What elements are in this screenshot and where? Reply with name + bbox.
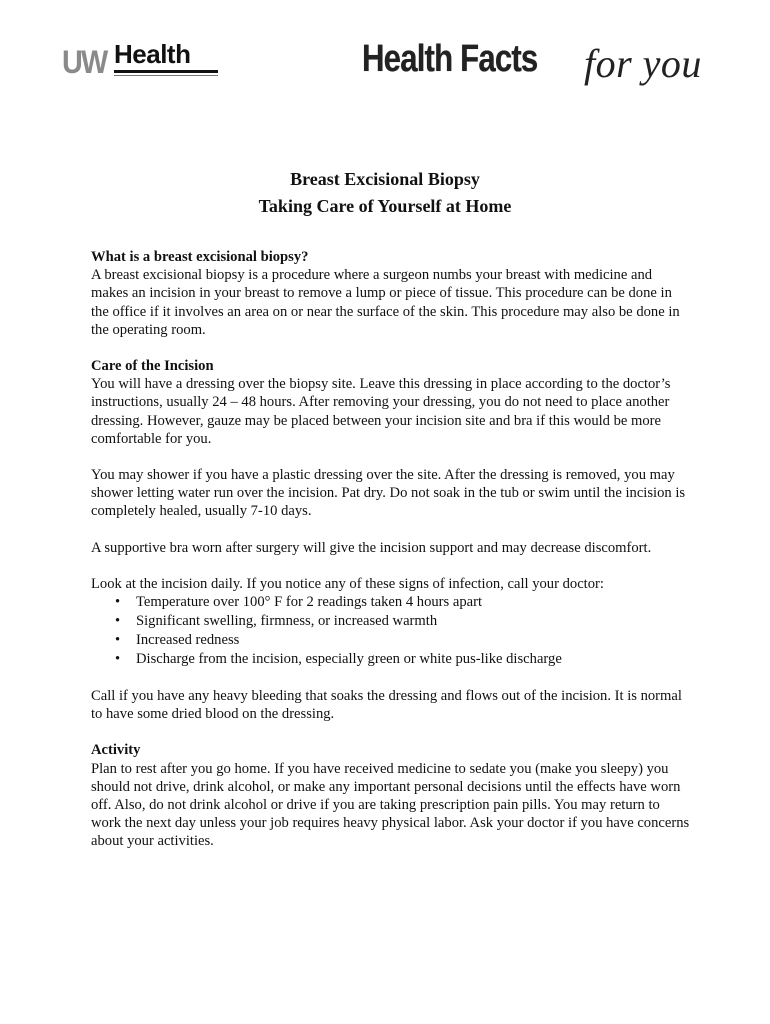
document-body [91, 248, 691, 869]
infection-signs-block [91, 575, 691, 669]
list-item [91, 631, 691, 650]
section-heading: Care of the Incision [91, 358, 214, 375]
list-item-text: Discharge from the incision, especially green or white pus-like discharge [136, 651, 562, 668]
section-heading: What is a breast excisional biopsy? [91, 249, 309, 265]
bullet-icon: • [115, 651, 121, 668]
section-care-of-incision [91, 357, 691, 448]
list-item-text: Temperature over 100° F for 2 readings taken 4 hours apart [136, 594, 483, 611]
bullet-icon: • [115, 594, 121, 611]
shower-paragraph: You may shower if you have a plastic dressing over the site. After the dressing is removed, you may shower letting water run over the incision. Pat dry. Do not soak in the tub or swim until the incision is completely healed, usually 7-10 days. [91, 467, 686, 520]
section-heading: Activity [91, 742, 141, 759]
title-line-1: Breast Excisional Biopsy [290, 169, 480, 189]
section-paragraph: A breast excisional biopsy is a procedure where a surgeon numbs your breast with medicine and makes an incision in your breast to remove a lump or piece of tissue. This procedure can be done in the office if it involves an area on or near the surface of the skin. This procedure may also be done in the operating room. [91, 267, 680, 338]
document-title [0, 166, 770, 220]
logo-uw-text: UW [62, 44, 107, 80]
page-header [0, 0, 770, 110]
bleeding-paragraph: Call if you have any heavy bleeding that soaks the dressing and flows out of the incision. It is normal to have some dried blood on the dressing. [91, 688, 682, 723]
title-line-2: Taking Care of Yourself at Home [258, 196, 512, 216]
logo-underline [114, 70, 218, 73]
list-item [91, 650, 691, 669]
section-activity [91, 741, 691, 850]
bullet-icon: • [115, 613, 121, 630]
logo-health-text: Health [114, 39, 191, 69]
bra-paragraph: A supportive bra worn after surgery will give the incision support and may decrease discomfort. [91, 539, 652, 556]
section-paragraph: You will have a dressing over the biopsy site. Leave this dressing in place according to the doctor’s instructions, usually 24 – 48 hours. After removing your dressing, you do not need to place another dressing. However, gauze may be placed between your incision site and bra if this would be more comfortable for you. [91, 376, 671, 447]
section-paragraph: Plan to rest after you go home. If you have received medicine to sedate you (make you sleepy) you should not drive, drink alcohol, or make any important personal decisions until the effects have worn off. Also, do not drink alcohol or drive if you are taking prescription pain pills. You may return to work the next day unless your job requires heavy physical labor. Ask your doctor if you have concerns about your activities. [91, 760, 690, 850]
series-title-script: for you [584, 41, 702, 86]
list-item [91, 593, 691, 612]
logo-underline-thin [114, 75, 218, 76]
infection-intro: Look at the incision daily. If you notice any of these signs of infection, call your doctor: [91, 575, 604, 592]
section-what-is [91, 248, 691, 339]
uw-health-logo [62, 40, 222, 80]
infection-signs-list [91, 593, 691, 669]
list-item-text: Significant swelling, firmness, or increased warmth [136, 613, 438, 630]
list-item [91, 612, 691, 631]
series-title-main: Health Facts [362, 38, 538, 80]
series-title [362, 38, 702, 92]
list-item-text: Increased redness [136, 632, 240, 649]
bullet-icon: • [115, 632, 121, 649]
